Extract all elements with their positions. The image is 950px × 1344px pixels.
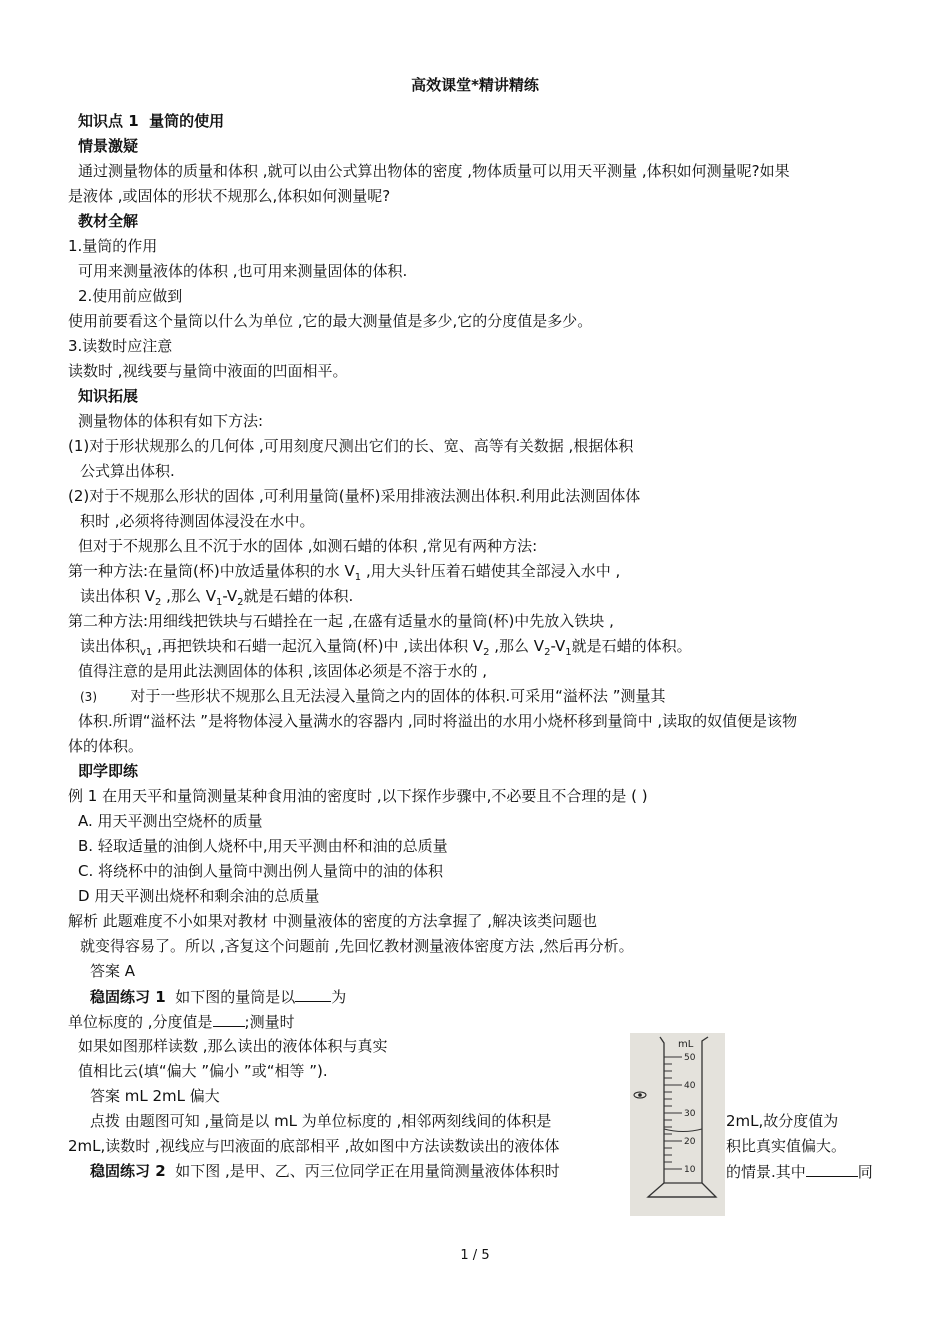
tip-line-1: 点拨 由题图可知 ,量筒是以 mL 为单位标度的 ,相邻两刻线间的体积是 bbox=[90, 1112, 552, 1130]
practice-1-line-1: 稳固练习 1 如下图的量筒是以 为 bbox=[90, 985, 346, 1008]
practice-1-line-4: 值相比云(填“偏大 ”偏小 ”或“相等 ”). bbox=[78, 1062, 328, 1080]
paragraph: 3.读数时应注意 bbox=[68, 337, 173, 355]
practice-label: 稳固练习 1 bbox=[90, 988, 166, 1006]
method-two-line-2: 读出体积$_{v1}$ ,再把铁块和石蜡一起沉入量筒(杯)中 ,读出体积 $V_2$ ,那么 $V_2-V_1$就是石蜡的体积。 bbox=[80, 637, 692, 658]
paragraph: 使用前要看这个量筒以什么为单位 ,它的最大测量值是多少,它的分度值是多少。 bbox=[68, 312, 593, 330]
tick-label: 20 bbox=[684, 1137, 696, 1147]
analysis: 解析 此题难度不小如果对教材 中测量液体的密度的方法拿握了 ,解决该类问题也 bbox=[68, 912, 598, 930]
method-one-line-2: 读出体积 $V_2$ ,那么 $V_1-V_2$就是石蜡的体积. bbox=[80, 587, 354, 608]
answer: 答案 A bbox=[90, 962, 136, 980]
knowledge-point-name: 量筒的使用 bbox=[149, 112, 225, 130]
practice-2-line-1-right: 的情景.其中 同 bbox=[726, 1160, 873, 1183]
tick-label: 50 bbox=[684, 1053, 696, 1063]
paragraph: 是液体 ,或固体的形状不规那么,体积如何测量呢? bbox=[68, 187, 391, 205]
knowledge-point-number: 知识点 1 bbox=[78, 112, 139, 130]
paragraph: 1.量筒的作用 bbox=[68, 237, 158, 255]
paragraph: 体积.所谓“溢杯法 ”是将物体浸入量满水的容器内 ,同时将溢出的水用小烧杯移到量筒中 ,读取的奴值便是该物 bbox=[78, 712, 798, 730]
page-title: 高效课堂*精讲精练 bbox=[411, 76, 539, 94]
section-heading-jcqj: 教材全解 bbox=[78, 212, 139, 230]
paragraph: (2)对于不规那么形状的固体 ,可利用量筒(量杯)采用排液法测出体积.利用此法测固体体 bbox=[68, 487, 641, 505]
tick-label: 40 bbox=[684, 1081, 696, 1091]
paragraph: (1)对于形状规那么的几何体 ,可用刻度尺测出它们的长、宽、高等有关数据 ,根据体积 bbox=[68, 437, 634, 455]
section-heading-jxjl: 即学即练 bbox=[78, 762, 139, 780]
section-heading-zstz: 知识拓展 bbox=[78, 387, 139, 405]
graduated-cylinder-drawing bbox=[630, 1033, 725, 1216]
paragraph: 测量物体的体积有如下方法: bbox=[78, 412, 264, 430]
answer-blank[interactable] bbox=[806, 1160, 858, 1177]
example-question: 例 1 在用天平和量筒测量某种食用油的密度时 ,以下探作步骤中,不必要且不合理的是 ( ) bbox=[68, 787, 648, 805]
paragraph: 2.使用前应做到 bbox=[78, 287, 183, 305]
tip-line-1-right: 2mL,故分度值为 bbox=[726, 1112, 839, 1130]
graduated-cylinder-figure bbox=[630, 1033, 725, 1216]
paragraph: 积时 ,必须将待测固体浸没在水中。 bbox=[80, 512, 315, 530]
option-d: D 用天平测出烧杯和剩余油的总质量 bbox=[78, 887, 320, 905]
option-a: A. 用天平测出空烧杯的质量 bbox=[78, 812, 263, 830]
practice-1-line-2: 单位标度的 ,分度值是 ;测量时 bbox=[68, 1010, 295, 1033]
practice-2-line-1: 稳固练习 2 如下图 ,是甲、乙、丙三位同学正在用量筒测量液体体积时 bbox=[90, 1162, 560, 1180]
tip-line-2: 2mL,读数时 ,视线应与凹液面的底部相平 ,故如图中方法读数读出的液体体 bbox=[68, 1137, 560, 1155]
knowledge-point-heading bbox=[78, 110, 224, 132]
paragraph: 公式算出体积. bbox=[80, 462, 175, 480]
paragraph: 可用来测量液体的体积 ,也可用来测量固体的体积. bbox=[78, 262, 408, 280]
method-three-line-1: (3) 对于一些形状不规那么且无法浸入量筒之内的固体的体积.可采用“溢杯法 ”测量其 bbox=[80, 687, 666, 705]
option-c: C. 将绕杯中的油倒人量筒中测出例人量筒中的油的体积 bbox=[78, 862, 444, 880]
answer-blank[interactable] bbox=[213, 1010, 245, 1027]
unit-label: mL bbox=[678, 1039, 694, 1050]
analysis: 就变得容易了。所以 ,吝复这个问题前 ,先回忆教材测量液体密度方法 ,然后再分析。 bbox=[80, 937, 634, 955]
practice-label: 稳固练习 2 bbox=[90, 1162, 166, 1180]
page-number: 1 / 5 bbox=[460, 1248, 490, 1263]
section-heading-qjjy: 情景激疑 bbox=[78, 137, 139, 155]
method-one-line-1: 第一种方法:在量筒(杯)中放适量体积的水 $V_1$ ,用大头针压着石蜡使其全部浸入水中 , bbox=[68, 562, 621, 583]
practice-1-line-3: 如果如图那样读数 ,那么读出的液体体积与真实 bbox=[78, 1037, 388, 1055]
answer: 答案 mL 2mL 偏大 bbox=[90, 1087, 220, 1105]
tip-line-2-right: 积比真实值偏大。 bbox=[726, 1137, 847, 1155]
answer-blank[interactable] bbox=[295, 985, 331, 1002]
paragraph: 读数时 ,视线要与量筒中液面的凹面相平。 bbox=[68, 362, 348, 380]
tick-label: 30 bbox=[684, 1109, 696, 1119]
tick-label: 10 bbox=[684, 1165, 696, 1175]
paragraph: 但对于不规那么且不沉于水的固体 ,如测石蜡的体积 ,常见有两种方法: bbox=[78, 537, 538, 555]
paragraph: 值得注意的是用此法测固体的体积 ,该固体必须是不溶于水的 , bbox=[78, 662, 488, 680]
paragraph: 体的体积。 bbox=[68, 737, 144, 755]
method-two-line-1: 第二种方法:用细线把铁块与石蜡拴在一起 ,在盛有适量水的量筒(杯)中先放入铁块 , bbox=[68, 612, 614, 630]
option-b: B. 轻取适量的油倒人烧杯中,用天平测由杯和油的总质量 bbox=[78, 837, 448, 855]
paragraph: 通过测量物体的质量和体积 ,就可以由公式算出物体的密度 ,物体质量可以用天平测量 ,体积如何测量呢?如果 bbox=[78, 162, 790, 180]
